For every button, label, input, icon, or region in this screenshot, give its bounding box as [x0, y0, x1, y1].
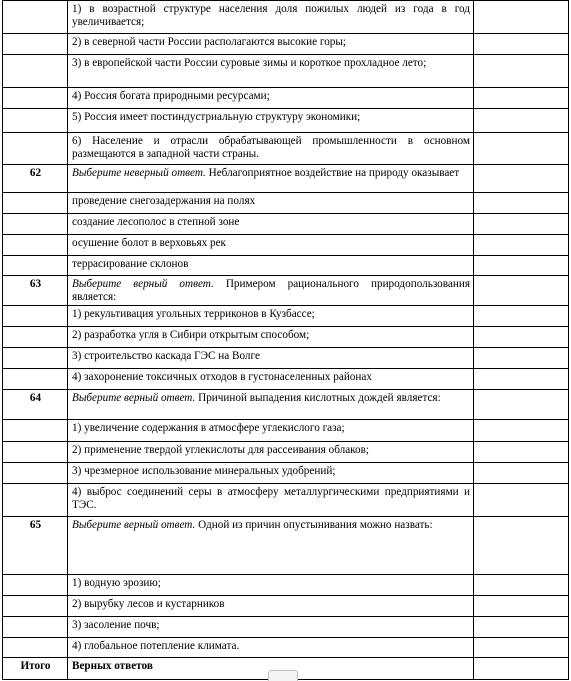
answer-cell[interactable] [474, 55, 569, 88]
option-text: террасирование склонов [68, 256, 474, 276]
question-row [3, 517, 569, 575]
option-text: 4) выброс соединений серы в атмосферу металлургическими предприятиями и ТЭС. [68, 484, 474, 517]
question-body: Причиной выпадения кислотных дождей является: [195, 392, 441, 404]
table-row [3, 617, 569, 638]
question-text [68, 165, 474, 193]
answer-cell[interactable] [474, 306, 569, 327]
table-row [3, 348, 569, 369]
table-row [3, 34, 569, 55]
option-text: 2) в северной части России располагаются высокие горы; [68, 34, 474, 55]
table-row [3, 484, 569, 517]
test-table [2, 0, 569, 680]
answer-cell[interactable] [474, 133, 569, 165]
table-row [3, 442, 569, 463]
number-cell [3, 1, 68, 34]
option-text: 4) захоронение токсичных отходов в густонаселенных районах [68, 369, 474, 390]
option-text: 6) Население и отрасли обрабатывающей промышленности в основном размещаются в западной части страны. [68, 133, 474, 165]
option-text: 1) рекультивация угольных терриконов в Кузбассе; [68, 306, 474, 327]
answer-cell[interactable] [474, 256, 569, 276]
table-row [3, 109, 569, 133]
answer-cell[interactable] [474, 327, 569, 348]
answer-cell[interactable] [474, 517, 569, 575]
answer-cell[interactable] [474, 420, 569, 442]
table-row [3, 256, 569, 276]
table-row [3, 133, 569, 165]
question-lead: Выберите верный ответ. [72, 392, 196, 404]
answer-cell[interactable] [474, 165, 569, 193]
question-number: 65 [3, 517, 68, 575]
option-text: 3) строительство каскада ГЭС на Волге [68, 348, 474, 369]
question-number: 64 [3, 390, 68, 420]
question-number: 63 [3, 276, 68, 306]
option-text: осушение болот в верховьях рек [68, 235, 474, 256]
table-row [3, 575, 569, 596]
table-row [3, 235, 569, 256]
question-text [68, 517, 474, 575]
option-text: 4) глобальное потепление климата. [68, 638, 474, 658]
answer-cell[interactable] [474, 88, 569, 109]
table-row [3, 463, 569, 484]
table-row [3, 327, 569, 348]
table-row [3, 1, 569, 34]
answer-cell[interactable] [474, 109, 569, 133]
answer-cell[interactable] [474, 575, 569, 596]
question-row [3, 165, 569, 193]
option-text: 2) вырубку лесов и кустарников [68, 596, 474, 617]
question-body: Неблагоприятное воздействие на природу оказывает [205, 167, 460, 179]
option-text: 3) засоление почв; [68, 617, 474, 638]
option-text: 2) разработка угля в Сибири открытым способом; [68, 327, 474, 348]
total-text: Верных ответов [68, 658, 474, 680]
table-row [3, 369, 569, 390]
table-row [3, 193, 569, 214]
question-lead: Выберите неверный ответ. [72, 167, 206, 179]
table-row [3, 55, 569, 88]
answer-cell[interactable] [474, 463, 569, 484]
answer-cell[interactable] [474, 348, 569, 369]
question-body: Одной из причин опустынивания можно назвать: [195, 519, 433, 531]
question-lead: Выберите верный ответ. [72, 278, 214, 290]
question-row [3, 390, 569, 420]
answer-cell[interactable] [474, 617, 569, 638]
option-text: 2) применение твердой углекислоты для рассеивания облаков; [68, 442, 474, 463]
question-number: 62 [3, 165, 68, 193]
answer-cell[interactable] [474, 442, 569, 463]
table-row [3, 306, 569, 327]
question-body: Примером рационального природопользования является: [72, 278, 470, 303]
option-text: 1) водную эрозию; [68, 575, 474, 596]
table-row [3, 596, 569, 617]
answer-cell[interactable] [474, 369, 569, 390]
table-row [3, 638, 569, 658]
answer-cell[interactable] [474, 235, 569, 256]
answer-cell[interactable] [474, 484, 569, 517]
option-text: 3) в европейской части России суровые зимы и короткое прохладное лето; [68, 55, 474, 88]
table-row [3, 214, 569, 235]
answer-cell[interactable] [474, 214, 569, 235]
question-text [68, 390, 474, 420]
option-text: 5) Россия имеет постиндустриальную структуру экономики; [68, 109, 474, 133]
question-row [3, 276, 569, 306]
table-row [3, 420, 569, 442]
option-text: 3) чрезмерное использование минеральных удобрений; [68, 463, 474, 484]
answer-cell[interactable] [474, 390, 569, 420]
answer-cell[interactable] [474, 34, 569, 55]
answer-cell[interactable] [474, 638, 569, 658]
table-row [3, 88, 569, 109]
answer-cell[interactable] [474, 193, 569, 214]
option-text: создание лесополос в степной зоне [68, 214, 474, 235]
option-text: проведение снегозадержания на полях [68, 193, 474, 214]
option-text: 4) Россия богата природными ресурсами; [68, 88, 474, 109]
question-text [68, 276, 474, 306]
option-text: 1) в возрастной структуре населения доля пожилых людей из года в год увеличивается; [68, 1, 474, 34]
answer-cell[interactable] [474, 596, 569, 617]
answer-cell[interactable] [474, 1, 569, 34]
answer-cell[interactable] [474, 276, 569, 306]
option-text: 1) увеличение содержания в атмосфере углекислого газа; [68, 420, 474, 442]
total-label: Итого [3, 658, 68, 680]
total-answer-cell[interactable] [474, 658, 569, 680]
question-lead: Выберите верный ответ. [72, 519, 196, 531]
